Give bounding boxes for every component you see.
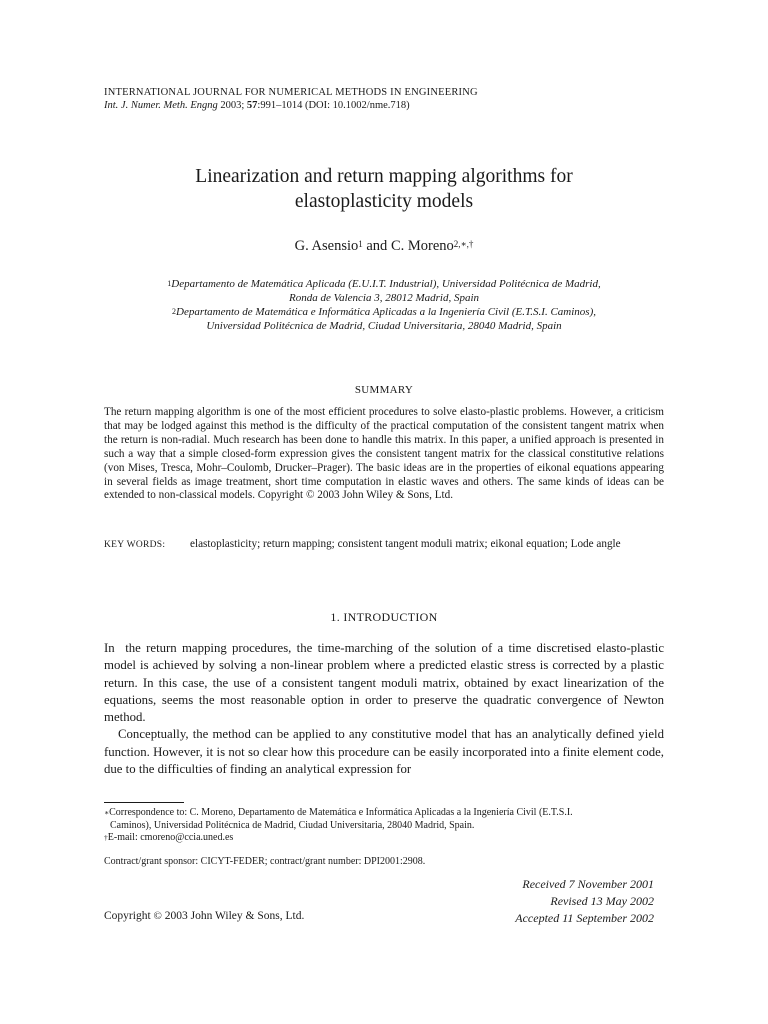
introduction-body <box>104 640 668 778</box>
title-line-1: Linearization and return mapping algorithms for <box>195 166 573 187</box>
journal-abbrev: Int. J. Numer. Meth. Engng <box>104 100 218 111</box>
journal-volume: 57 <box>246 100 258 111</box>
paper-title <box>104 164 664 214</box>
email-text: E-mail: cmoreno@ccia.uned.es <box>107 832 234 844</box>
copyright-text: 2003 John Wiley & Sons, Ltd. <box>161 910 305 922</box>
title-line-2: elastoplasticity models <box>294 191 474 212</box>
summary-heading: SUMMARY <box>354 384 414 396</box>
correspondence-line2: Caminos), Universidad Politécnica de Madrid, Ciudad Universitaria, 28040 Madrid, Spain. <box>110 819 475 831</box>
journal-header <box>104 86 664 112</box>
author-and: and <box>362 238 391 254</box>
intro-paragraph-2: Conceptually, the method can be applied to any constitutive model that has an analytically defined yield function. However, it is not so clear how this procedure can be easily incorporated into a finite element code, due to the difficulties of finding an analytical expression for <box>104 727 664 777</box>
footnote-rule <box>104 802 184 803</box>
journal-year: 2003; <box>220 100 245 111</box>
keywords-text: elastoplasticity; return mapping; consistent tangent moduli matrix; eikonal equation; Lode angle <box>190 538 621 550</box>
accepted-date: Accepted 11 September 2002 <box>515 911 654 925</box>
copyright-symbol: © <box>153 910 162 922</box>
journal-pages: :991–1014 (DOI: 10.1002/nme.718) <box>257 100 410 111</box>
footnotes <box>104 807 664 845</box>
email-mark: † <box>104 833 108 843</box>
email-footnote <box>104 832 664 845</box>
author-list <box>104 237 664 255</box>
journal-citation <box>104 99 664 112</box>
author-moreno-affil: 2,∗,† <box>453 239 474 249</box>
keywords <box>104 537 664 552</box>
received-date: Received 7 November 2001 <box>522 877 654 891</box>
keywords-label: KEY WORDS: <box>104 540 166 550</box>
affiliation-1 <box>120 277 648 291</box>
copyright-notice <box>104 909 404 923</box>
section-heading: 1. INTRODUCTION <box>330 610 438 624</box>
copyright-prefix: Copyright <box>104 910 154 922</box>
affiliation-1-line2: Ronda de Valencia 3, 28012 Madrid, Spain <box>288 292 480 304</box>
correspondence-line1: Correspondence to: C. Moreno, Departamento de Matemática e Informática Aplicadas a la Ingeniería Civil (E.T.S.I. <box>109 807 573 818</box>
grant-sponsor: Contract/grant sponsor: CICYT-FEDER; contract/grant number: DPI2001:2908. <box>104 856 426 867</box>
author-moreno: C. Moreno <box>390 238 454 254</box>
affiliations <box>120 277 648 333</box>
affiliation-1-mark: 1 <box>167 279 172 288</box>
intro-paragraph-1: In the return mapping procedures, the time-marching of the solution of a time discretised elasto-plastic model is achieved by solving a non-linear problem where a predicted elastic stress is corrected by a plastic return. In this case, the use of a consistent tangent moduli matrix, obtained by exact linearization of the equations, seems the most reasonable option in order to preserve the quadratic convergence of Newton method. <box>104 641 668 725</box>
summary-text: The return mapping algorithm is one of the most efficient procedures to solve elasto-plastic problems. However, a criticism that may be lodged against this method is the difficulty of the practical computation of the consistent tangent matrix when the return is non-radial. Much research has been done to handle this matrix. In this paper, a unified approach is presented in such a way that a simple closed-form expression gives the consistent tangent matrix for the classical constitutive relations (von Mises, Tresca, Mohr–Coulomb, Drucker–Prager). The basic ideas are in the properties of eikonal equations appearing in several fields as image treatment, short time computation in elastic waves and others. The same kinds of ideas can be extended to non-classical models. Copyright © 2003 John Wiley & Sons, Ltd. <box>104 406 664 502</box>
journal-name: INTERNATIONAL JOURNAL FOR NUMERICAL METHODS IN ENGINEERING <box>104 87 478 98</box>
history-dates <box>420 876 654 927</box>
affiliation-2 <box>120 305 648 319</box>
affiliation-2-mark: 2 <box>172 307 176 316</box>
affiliation-1-line1: Departamento de Matemática Aplicada (E.U.I.T. Industrial), Universidad Politécnica de Madrid, <box>171 278 601 290</box>
author-asensio-affil: 1 <box>358 239 363 249</box>
correspondence-footnote <box>104 807 664 820</box>
revised-date: Revised 13 May 2002 <box>550 894 654 908</box>
affiliation-2-line2: Universidad Politécnica de Madrid, Ciudad Universitaria, 28040 Madrid, Spain <box>206 320 562 332</box>
correspondence-mark: ∗ <box>104 808 110 817</box>
author-asensio: G. Asensio <box>294 238 359 254</box>
affiliation-2-line1: Departamento de Matemática e Informática Aplicadas a la Ingeniería Civil (E.T.S.I. Caminos), <box>176 306 596 318</box>
